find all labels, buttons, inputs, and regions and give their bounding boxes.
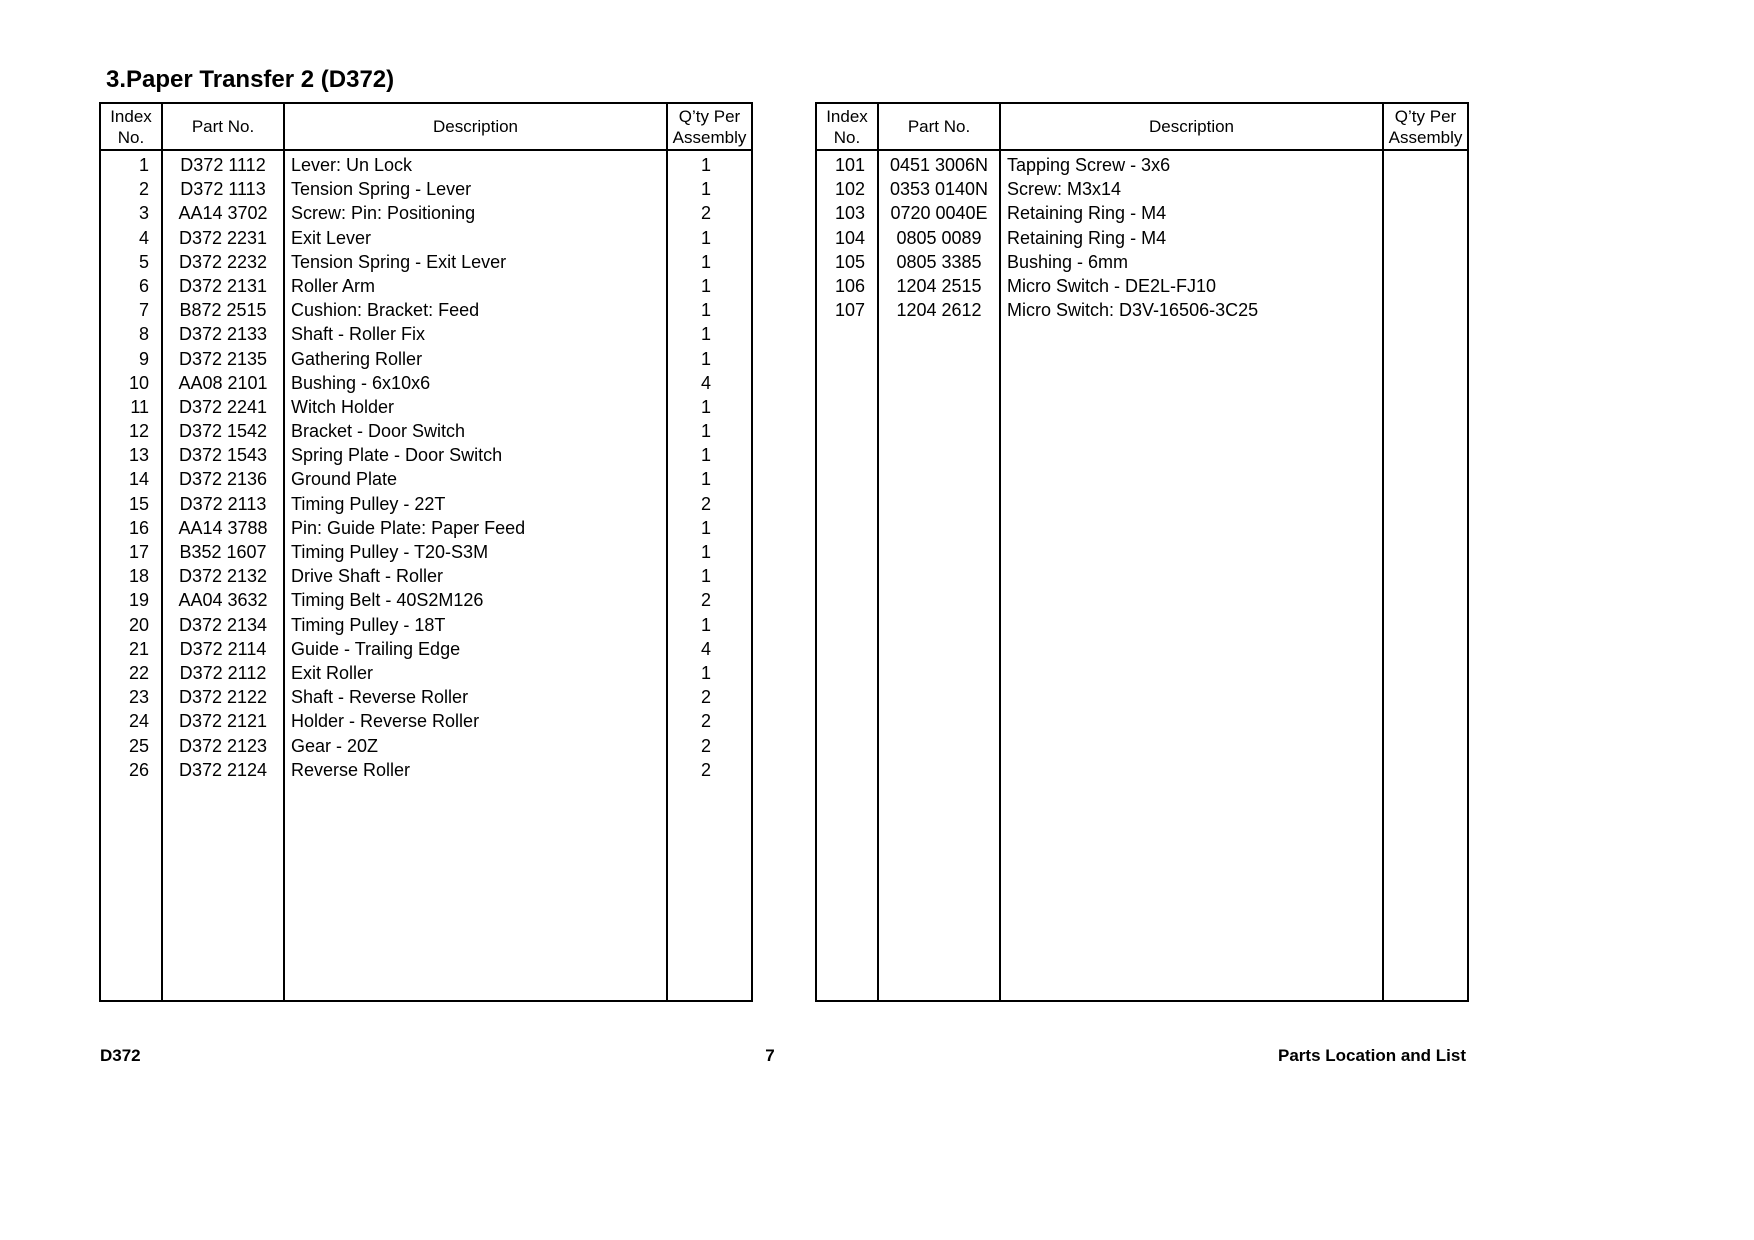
- part-no-cell: D372 2113: [179, 493, 267, 514]
- description-cell: Exit Roller: [291, 662, 374, 683]
- table-row: [101, 177, 751, 201]
- parts-table-right: [815, 102, 1469, 1002]
- description-cell: Micro Switch - DE2L-FJ10: [1007, 275, 1217, 296]
- table-row: [101, 564, 751, 588]
- header-index-line1: Index: [110, 106, 152, 126]
- description-cell: Roller Arm: [291, 275, 376, 296]
- header-qty: [668, 104, 751, 149]
- index-cell: 107: [834, 300, 865, 321]
- table-row: [817, 298, 1467, 322]
- header-qty-line1: Q’ty Per: [678, 106, 741, 126]
- table-row: [101, 709, 751, 733]
- part-no-cell: D372 2241: [178, 396, 268, 417]
- part-no-cell: D372 2136: [178, 469, 268, 490]
- table-row: [101, 516, 751, 540]
- qty-cell: 2: [700, 735, 711, 756]
- index-cell: 18: [128, 566, 149, 587]
- part-no-cell: D372 2135: [178, 348, 268, 369]
- qty-cell: [1384, 153, 1460, 177]
- header-qty-line2: Assembly: [672, 127, 747, 147]
- index-cell: 6: [138, 275, 149, 296]
- part-no-cell: D372 2114: [179, 638, 267, 659]
- table-row: [817, 201, 1467, 225]
- qty-cell: [1384, 250, 1460, 274]
- index-cell: 25: [128, 735, 149, 756]
- table-row: [101, 395, 751, 419]
- part-no-cell: 1204 2612: [896, 300, 982, 321]
- part-no-cell: D372 2232: [178, 251, 268, 272]
- description-cell: Holder - Reverse Roller: [291, 711, 480, 732]
- part-no-cell: 0451 3006N: [889, 155, 989, 175]
- table-row: [101, 588, 751, 612]
- header-part-no: Part No.: [907, 117, 971, 136]
- table-row: [101, 613, 751, 637]
- table-header: [817, 104, 1467, 151]
- index-cell: 22: [128, 662, 149, 683]
- table-row: [101, 637, 751, 661]
- index-cell: 23: [128, 687, 149, 708]
- qty-cell: 1: [700, 227, 711, 248]
- part-no-cell: AA04 3632: [178, 590, 268, 611]
- table-row: [817, 274, 1467, 298]
- part-no-cell: B352 1607: [179, 542, 267, 562]
- parts-table-left: [99, 102, 753, 1002]
- table-row: [101, 322, 751, 346]
- part-no-cell: 1204 2515: [896, 275, 982, 296]
- description-cell: Reverse Roller: [291, 759, 411, 780]
- qty-cell: [1384, 298, 1460, 322]
- part-no-cell: D372 2121: [178, 711, 268, 732]
- index-cell: 5: [138, 251, 149, 272]
- index-cell: 21: [128, 638, 149, 659]
- table-row: [101, 274, 751, 298]
- table-row: [101, 661, 751, 685]
- table-row: [101, 250, 751, 274]
- footer-section-title: Parts Location and List: [1278, 1046, 1466, 1065]
- qty-cell: 2: [700, 711, 711, 732]
- table-row: [101, 758, 751, 782]
- part-no-cell: D372 1113: [180, 179, 266, 200]
- index-cell: 20: [128, 614, 149, 635]
- table-body: [817, 153, 1467, 322]
- table-row: [101, 419, 751, 443]
- footer-page-number: 7: [765, 1046, 775, 1065]
- part-no-cell: AA14 3702: [178, 203, 268, 224]
- qty-cell: 1: [700, 445, 711, 466]
- description-cell: Retaining Ring - M4: [1007, 203, 1167, 224]
- index-cell: 9: [138, 348, 149, 369]
- table-row: [101, 443, 751, 467]
- index-cell: 101: [834, 155, 865, 175]
- part-no-cell: 0720 0040E: [890, 203, 988, 224]
- part-no-cell: D372 2132: [178, 566, 268, 587]
- description-cell: Tapping Screw - 3x6: [1007, 155, 1171, 175]
- part-no-cell: D372 2131: [178, 275, 268, 296]
- qty-cell: 1: [700, 517, 711, 538]
- qty-cell: 1: [700, 155, 711, 175]
- index-cell: 19: [128, 590, 149, 611]
- header-qty-line1: Q’ty Per: [1394, 106, 1457, 126]
- description-cell: Timing Pulley - T20-S3M: [291, 542, 489, 562]
- page-title: 3.Paper Transfer 2 (D372): [106, 66, 395, 93]
- qty-cell: [1384, 201, 1460, 225]
- qty-cell: 2: [700, 493, 711, 514]
- description-cell: Exit Lever: [291, 227, 372, 248]
- description-cell: Timing Pulley - 22T: [291, 493, 446, 514]
- part-no-cell: 0805 3385: [896, 251, 982, 272]
- description-cell: Lever: Un Lock: [291, 155, 413, 175]
- header-index: [101, 104, 161, 149]
- qty-cell: 2: [700, 590, 711, 611]
- index-cell: 102: [834, 179, 865, 200]
- table-body: [101, 153, 751, 782]
- table-row: [817, 226, 1467, 250]
- table-row: [101, 685, 751, 709]
- qty-cell: 1: [700, 300, 711, 321]
- description-cell: Bushing - 6mm: [1007, 251, 1129, 272]
- part-no-cell: D372 2134: [178, 614, 268, 635]
- description-cell: Gear - 20Z: [291, 735, 379, 756]
- part-no-cell: D372 1542: [178, 421, 268, 442]
- index-cell: 106: [834, 275, 865, 296]
- table-row: [101, 540, 751, 564]
- qty-cell: 2: [700, 759, 711, 780]
- part-no-cell: D372 2124: [178, 759, 268, 780]
- table-row: [101, 153, 751, 177]
- index-cell: 17: [128, 542, 149, 562]
- description-cell: Guide - Trailing Edge: [291, 638, 461, 659]
- qty-cell: [1384, 274, 1460, 298]
- index-cell: 7: [138, 300, 149, 321]
- table-row: [817, 177, 1467, 201]
- qty-cell: 1: [700, 348, 711, 369]
- part-no-cell: D372 2133: [178, 324, 268, 345]
- footer-model: D372: [100, 1046, 141, 1065]
- description-cell: Screw: M3x14: [1007, 179, 1122, 200]
- index-cell: 105: [834, 251, 865, 272]
- header-index: [817, 104, 877, 149]
- table-row: [101, 347, 751, 371]
- description-cell: Shaft - Roller Fix: [291, 324, 426, 345]
- table-row: [101, 298, 751, 322]
- qty-cell: 1: [700, 469, 711, 490]
- index-cell: 8: [138, 324, 149, 345]
- table-row: [101, 201, 751, 225]
- header-index-line2: No.: [833, 127, 861, 147]
- description-cell: Pin: Guide Plate: Paper Feed: [291, 517, 526, 538]
- qty-cell: 1: [700, 542, 711, 562]
- index-cell: 10: [128, 372, 149, 393]
- table-row: [101, 734, 751, 758]
- header-part-no: Part No.: [191, 117, 255, 136]
- table-row: [101, 371, 751, 395]
- description-cell: Spring Plate - Door Switch: [291, 445, 503, 466]
- qty-cell: 1: [700, 614, 711, 635]
- part-no-cell: AA08 2101: [178, 372, 268, 393]
- part-no-cell: D372 2122: [178, 687, 268, 708]
- index-cell: 12: [128, 421, 149, 442]
- description-cell: Screw: Pin: Positioning: [291, 203, 476, 224]
- part-no-cell: D372 2231: [178, 227, 268, 248]
- description-cell: Timing Pulley - 18T: [291, 614, 446, 635]
- part-no-cell: D372 1543: [178, 445, 268, 466]
- part-no-cell: D372 2123: [178, 735, 268, 756]
- qty-cell: 1: [700, 396, 711, 417]
- qty-cell: 1: [700, 662, 711, 683]
- header-index-line1: Index: [826, 106, 868, 126]
- description-cell: Bushing - 6x10x6: [291, 372, 431, 393]
- qty-cell: 1: [700, 566, 711, 587]
- header-description: Description: [432, 117, 519, 136]
- description-cell: Shaft - Reverse Roller: [291, 687, 469, 708]
- qty-cell: [1384, 177, 1460, 201]
- part-no-cell: D372 2112: [179, 662, 267, 683]
- header-index-line2: No.: [117, 127, 145, 147]
- part-no-cell: B872 2515: [179, 300, 267, 321]
- description-cell: Tension Spring - Exit Lever: [291, 251, 507, 272]
- qty-cell: [1384, 226, 1460, 250]
- qty-cell: 2: [700, 203, 711, 224]
- index-cell: 1: [138, 155, 149, 175]
- index-cell: 13: [128, 445, 149, 466]
- part-no-cell: 0805 0089: [896, 227, 982, 248]
- index-cell: 26: [128, 759, 149, 780]
- table-row: [101, 492, 751, 516]
- index-cell: 24: [128, 711, 149, 732]
- index-cell: 3: [138, 203, 149, 224]
- qty-cell: 1: [700, 275, 711, 296]
- index-cell: 103: [834, 203, 865, 224]
- index-cell: 15: [128, 493, 149, 514]
- part-no-cell: 0353 0140N: [889, 179, 989, 200]
- qty-cell: 1: [700, 324, 711, 345]
- table-header: [101, 104, 751, 151]
- description-cell: Cushion: Bracket: Feed: [291, 300, 480, 321]
- description-cell: Drive Shaft - Roller: [291, 566, 444, 587]
- qty-cell: 4: [700, 372, 711, 393]
- header-qty-line2: Assembly: [1388, 127, 1463, 147]
- qty-cell: 4: [700, 638, 711, 659]
- part-no-cell: AA14 3788: [178, 517, 268, 538]
- description-cell: Bracket - Door Switch: [291, 421, 466, 442]
- table-row: [817, 250, 1467, 274]
- table-row: [101, 467, 751, 491]
- index-cell: 16: [128, 517, 149, 538]
- description-cell: Gathering Roller: [291, 348, 423, 369]
- description-cell: Timing Belt - 40S2M126: [291, 590, 484, 611]
- qty-cell: 1: [700, 421, 711, 442]
- qty-cell: 2: [700, 687, 711, 708]
- qty-cell: 1: [700, 179, 711, 200]
- description-cell: Tension Spring - Lever: [291, 179, 472, 200]
- description-cell: Witch Holder: [291, 396, 395, 417]
- header-description: Description: [1148, 117, 1235, 136]
- index-cell: 2: [138, 179, 149, 200]
- part-no-cell: D372 1112: [180, 155, 266, 175]
- index-cell: 104: [834, 227, 865, 248]
- description-cell: Micro Switch: D3V-16506-3C25: [1007, 300, 1259, 321]
- qty-cell: 1: [700, 251, 711, 272]
- description-cell: Ground Plate: [291, 469, 398, 490]
- description-cell: Retaining Ring - M4: [1007, 227, 1167, 248]
- table-row: [101, 226, 751, 250]
- header-qty: [1384, 104, 1467, 149]
- table-row: [817, 153, 1467, 177]
- index-cell: 4: [138, 227, 149, 248]
- index-cell: 14: [128, 469, 149, 490]
- index-cell: 11: [130, 396, 149, 417]
